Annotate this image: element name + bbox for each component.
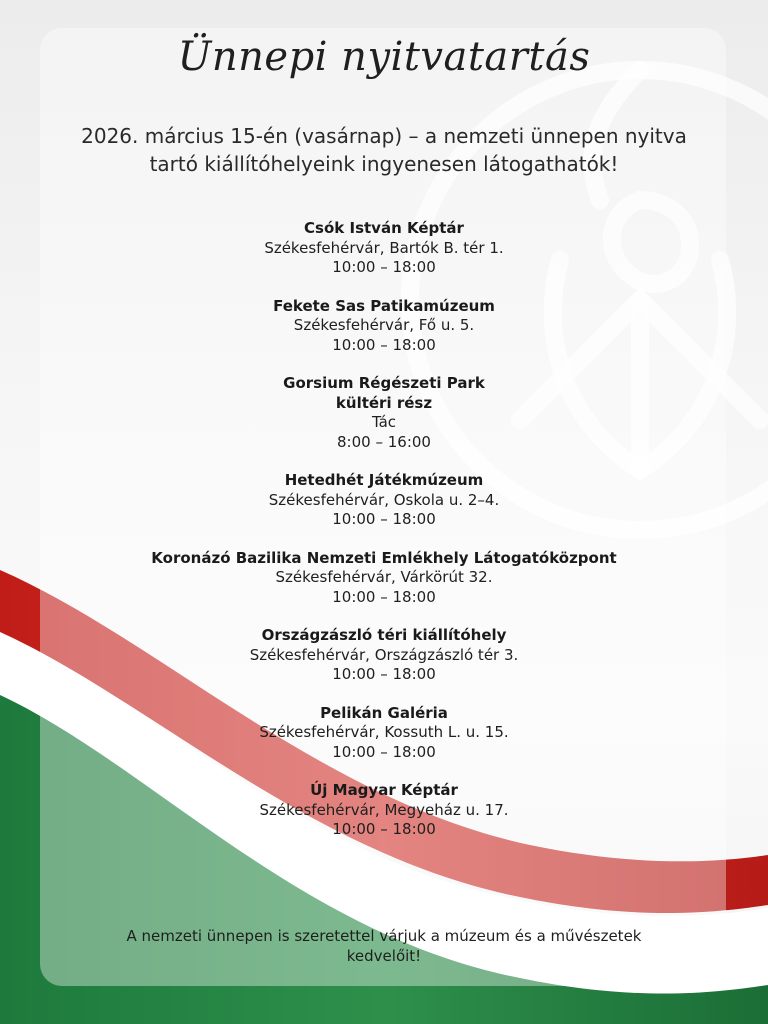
venue-hours: 10:00 – 18:00 (332, 587, 436, 606)
venue-address: Székesfehérvár, Bartók B. tér 1. (264, 238, 504, 257)
venue-hours: 10:00 – 18:00 (332, 665, 436, 683)
venue-hours: 10:00 – 18:00 (332, 335, 436, 354)
venue-item (80, 549, 688, 608)
venue-item (80, 374, 688, 452)
venue-hours: 10:00 – 18:00 (332, 258, 436, 276)
venue-name: Új Magyar Képtár (310, 781, 458, 799)
venue-address: Tác (371, 413, 397, 431)
venue-address: Székesfehérvár, Fő u. 5. (293, 316, 475, 334)
closing-text: A nemzeti ünnepen is szeretettel várjuk a múzeum és a művészetek kedvelőit! (126, 927, 642, 965)
venue-hours: 10:00 – 18:00 (332, 510, 436, 528)
venue-address: Székesfehérvár, Kossuth L. u. 15. (259, 723, 509, 741)
venue-item (80, 471, 688, 530)
venue-item (80, 704, 688, 763)
venue-item (80, 781, 688, 840)
venue-address: Székesfehérvár, Országzászló tér 3. (249, 645, 519, 664)
venue-address: Székesfehérvár, Megyeház u. 17. (259, 800, 509, 819)
venue-address: Székesfehérvár, Oskola u. 2–4. (268, 490, 500, 509)
venue-name: Hetedhét Játékmúzeum (284, 471, 484, 489)
venue-item (80, 219, 688, 278)
venue-name: Gorsium Régészeti Park (283, 374, 485, 392)
venue-hours: 10:00 – 18:00 (332, 820, 436, 838)
venue-name: Pelikán Galéria (320, 703, 448, 722)
venue-hours: 8:00 – 16:00 (337, 432, 431, 451)
venue-list (80, 219, 688, 859)
intro-text: 2026. március 15-én (vasárnap) – a nemzeti ünnepen nyitva tartó kiállítóhelyeink ingyenesen látogathatók! (81, 124, 687, 176)
venue-name: Csók István Képtár (304, 219, 464, 237)
venue-name: Fekete Sas Patikamúzeum (273, 296, 495, 315)
page-title: Ünnepi nyitvatartás (177, 34, 591, 80)
venue-hours: 10:00 – 18:00 (332, 742, 436, 761)
venue-name-subtitle: kültéri rész (335, 393, 433, 412)
venue-item (80, 297, 688, 356)
venue-name: Országzászló téri kiállítóhely (261, 626, 507, 644)
venue-name: Koronázó Bazilika Nemzeti Emlékhely Látogatóközpont (151, 548, 617, 567)
venue-item (80, 626, 688, 685)
venue-address: Székesfehérvár, Várkörút 32. (275, 568, 493, 586)
